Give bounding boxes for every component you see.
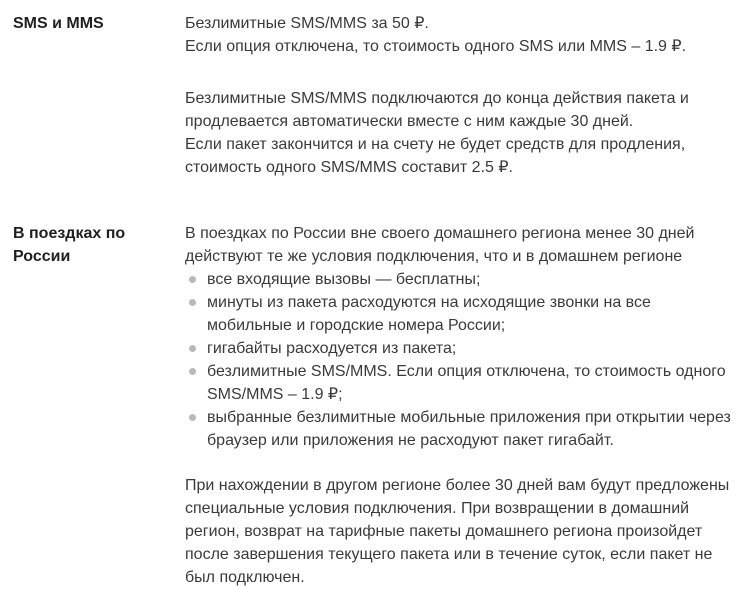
section-travel-russia — [13, 222, 737, 589]
paragraph-line: Безлимитные SMS/MMS подключаются до конца действия пакета и продлевается автоматически вместе с ним каждые 30 дней. — [185, 90, 689, 130]
bullet-dot-icon — [189, 414, 196, 421]
paragraph-sms-renewal — [185, 87, 737, 179]
bullet-dot-icon — [189, 345, 196, 352]
paragraph-travel-intro — [185, 222, 737, 268]
list-item-text: минуты из пакета расходуются на исходящие звонки на все мобильные и городские номера России; — [207, 294, 651, 334]
list-item-text: все входящие вызовы — бесплатны; — [207, 271, 481, 288]
list-item — [185, 337, 737, 360]
list-item-text: безлимитные SMS/MMS. Если опция отключена, то стоимость одного SMS/MMS – 1.9 ₽; — [207, 363, 726, 403]
list-item-text: выбранные безлимитные мобильные приложения при открытии через браузер или приложения не расходуют пакет гигабайт. — [207, 409, 731, 449]
paragraph-line: Безлимитные SMS/MMS за 50 ₽. — [185, 15, 429, 32]
bullet-dot-icon — [189, 276, 196, 283]
section-content-sms-mms — [185, 12, 737, 179]
section-heading-travel-russia: В поездках по России — [13, 225, 126, 265]
paragraph-line: При нахождении в другом регионе более 30 дней вам будут предложены специальные условия подключения. При возвращении в домашний регион, возврат на тарифные пакеты домашнего региона произойдет после завершения текущего пакета или в течение суток, если пакет не был подключен. — [185, 477, 730, 586]
section-heading-sms-mms: SMS и MMS — [13, 15, 104, 32]
list-item — [185, 406, 737, 452]
paragraph-line: Если пакет закончится и на счету не будет средств для продления, стоимость одного SMS/MMS составит 2.5 ₽. — [185, 136, 686, 176]
paragraph-line: В поездках по России вне своего домашнего региона менее 30 дней действуют те же условия подключения, что и в домашнем регионе — [185, 225, 695, 265]
bullet-dot-icon — [189, 299, 196, 306]
bullet-dot-icon — [189, 368, 196, 375]
list-item-text: гигабайты расходуется из пакета; — [207, 340, 457, 357]
list-item — [185, 360, 737, 406]
section-content-travel-russia — [185, 222, 737, 589]
list-item — [185, 291, 737, 337]
paragraph-travel-outro — [185, 474, 737, 589]
list-item — [185, 268, 737, 291]
paragraph-line: Если опция отключена, то стоимость одного SMS или MMS – 1.9 ₽. — [185, 38, 687, 55]
paragraph-sms-price — [185, 12, 737, 58]
travel-conditions-list — [185, 268, 737, 452]
section-sms-mms — [13, 12, 737, 179]
